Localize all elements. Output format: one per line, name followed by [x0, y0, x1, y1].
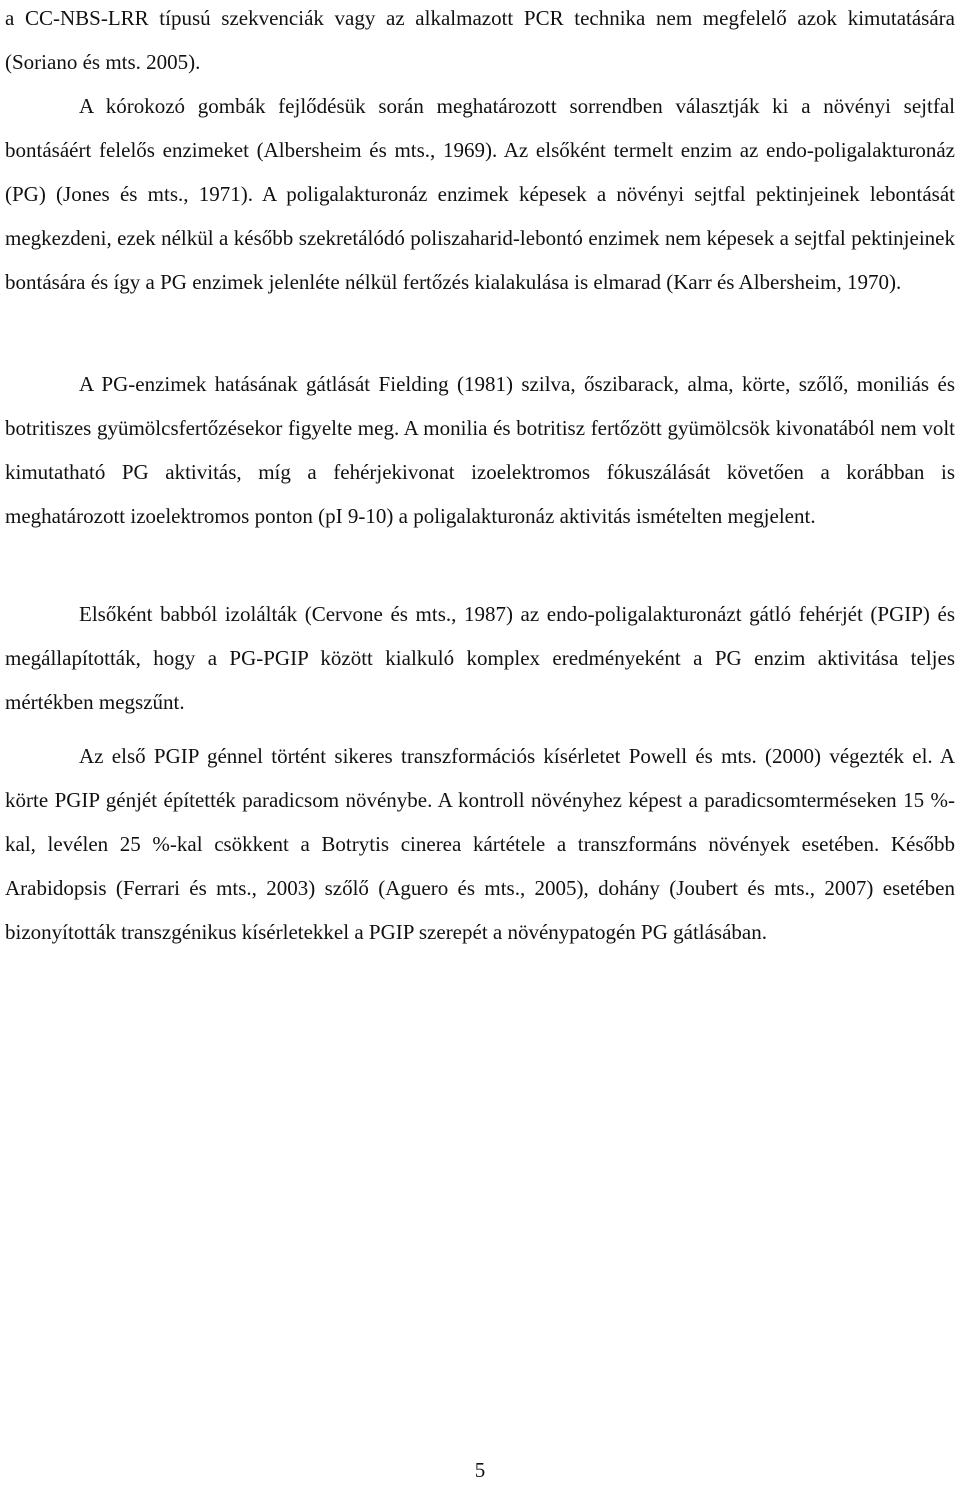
- paragraph-5-text: Az első PGIP génnel történt sikeres transzformációs kísérletet Powell és mts. (2000) végezték el. A körte PGIP génjét építették paradicsom növénybe. A kontroll növényhez képest a paradicsomterméseken 15 %-kal, levélen 25 %-kal csökkent a Botrytis cinerea kártétele a transzformáns növények esetében. Később Arabidopsis (Ferrari és mts., 2003) szőlő (Aguero és mts., 2005), dohány (Joubert és mts., 2007) esetében bizonyították transzgénikus kísérletekkel a PGIP szerepét a növénypatogén PG gátlásában.: [5, 744, 955, 944]
- paragraph-2: [5, 84, 955, 304]
- paragraph-4-text: Elsőként babból izolálták (Cervone és mts., 1987) az endo-poligalakturonázt gátló fehérjét (PGIP) és megállapították, hogy a PG-PGIP között kialkuló komplex eredményeként a PG enzim aktivitása teljes mértékben megszűnt.: [5, 602, 955, 714]
- paragraph-1-text: a CC-NBS-LRR típusú szekvenciák vagy az alkalmazott PCR technika nem megfelelő azok kimutatására (Soriano és mts. 2005).: [5, 6, 955, 74]
- paragraph-5: [5, 734, 955, 954]
- paragraph-3: [5, 362, 955, 538]
- paragraph-3-text: A PG-enzimek hatásának gátlását Fielding (1981) szilva, őszibarack, alma, körte, szőlő, moniliás és botritiszes gyümölcsfertőzésekor figyelte meg. A monilia és botritisz fertőzött gyümölcsök kivonatából nem volt kimutatható PG aktivitás, míg a fehérjekivonat izoelektromos fókuszálását követően a korábban is meghatározott izoelektromos ponton (pI 9-10) a poligalakturonáz aktivitás ismételten megjelent.: [5, 372, 955, 528]
- paragraph-4: [5, 592, 955, 724]
- page-number: 5: [474, 1458, 486, 1482]
- paragraph-1: [5, 0, 955, 84]
- paragraph-2-text: A kórokozó gombák fejlődésük során meghatározott sorrendben választják ki a növényi sejtfal bontásáért felelős enzimeket (Albersheim és mts., 1969). Az elsőként termelt enzim az endo-poligalakturonáz (PG) (Jones és mts., 1971). A poligalakturonáz enzimek képesek a növényi sejtfal pektinjeinek lebontását megkezdeni, ezek nélkül a később szekretálódó poliszaharid-lebontó enzimek nem képesek a sejtfal pektinjeinek bontására és így a PG enzimek jelenléte nélkül fertőzés kialakulása is elmarad (Karr és Albersheim, 1970).: [5, 94, 955, 294]
